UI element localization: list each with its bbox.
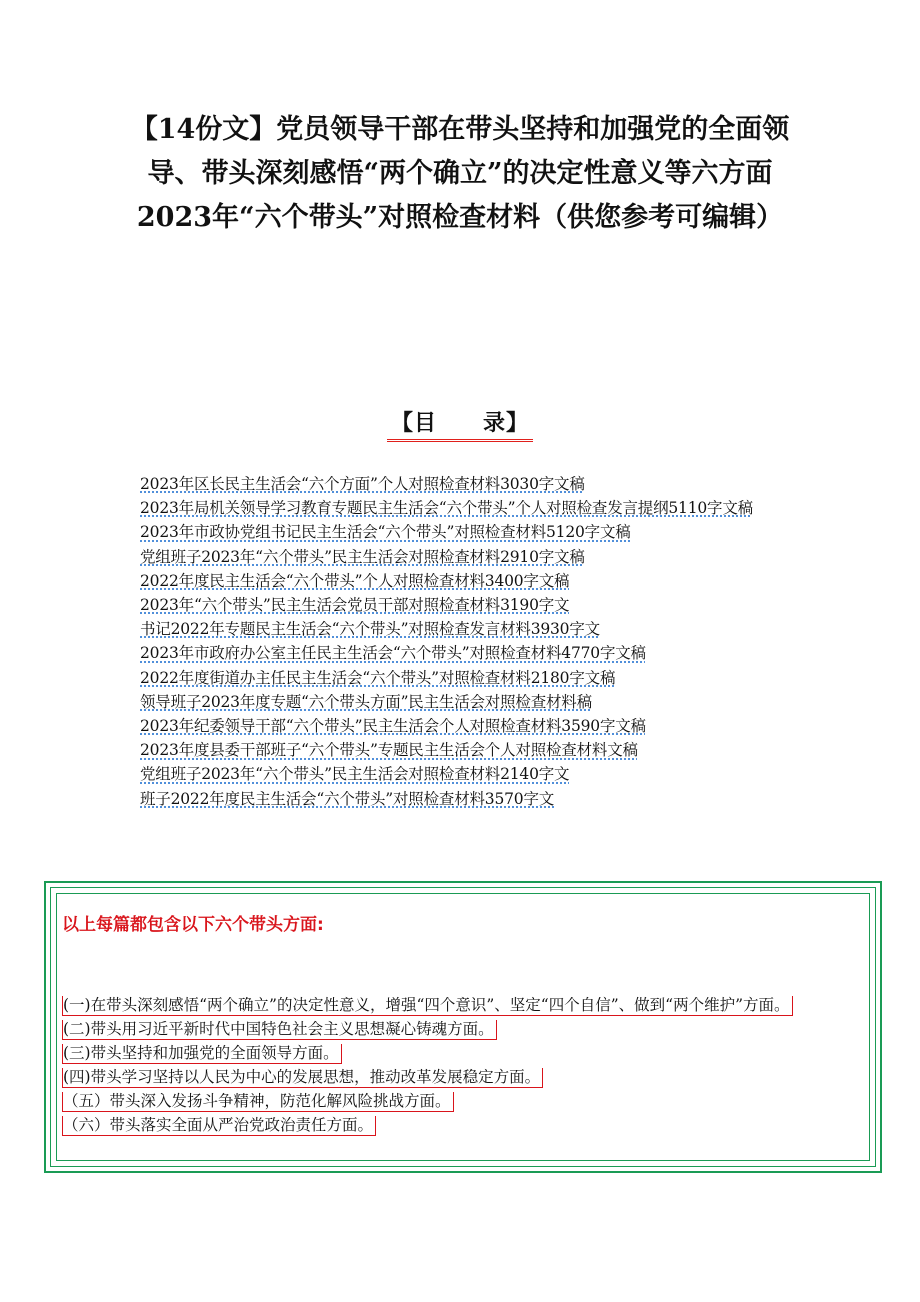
toc-link[interactable]: 2023年“六个带头”民主生活会党员干部对照检查材料3190字文	[140, 596, 570, 615]
aspect-item	[62, 1065, 870, 1089]
aspect-item	[62, 1017, 870, 1041]
toc-heading-wrapper	[0, 406, 920, 442]
toc-link[interactable]: 班子2022年度民主生活会“六个带头”对照检查材料3570字文	[140, 789, 555, 808]
toc-link[interactable]: 党组班子2023年“六个带头”民主生活会对照检查材料2140字文	[140, 765, 570, 784]
aspect-item	[62, 1113, 870, 1137]
box-heading: 以上每篇都包含以下六个带头方面:	[62, 915, 324, 935]
aspect-text: （五）带头深入发扬斗争精神，防范化解风险挑战方面。	[62, 1092, 454, 1112]
aspect-list	[62, 993, 870, 1137]
toc-link[interactable]: 2022年度民主生活会“六个带头”个人对照检查材料3400字文稿	[140, 571, 570, 590]
table-of-contents	[140, 472, 790, 811]
toc-link[interactable]: 2023年纪委领导干部“六个带头”民主生活会个人对照检查材料3590字文稿	[140, 717, 646, 736]
toc-link[interactable]: 党组班子2023年“六个带头”民主生活会对照检查材料2910字文稿	[140, 547, 585, 566]
toc-link[interactable]: 2023年度县委干部班子“六个带头”专题民主生活会个人对照检查材料文稿	[140, 741, 638, 760]
aspect-item	[62, 1041, 870, 1065]
aspect-text: (三)带头坚持和加强党的全面领导方面。	[62, 1044, 342, 1064]
aspect-text: (一)在带头深刻感悟“两个确立”的决定性意义，增强“四个意识”、坚定“四个自信”、做到“两个维护”方面。	[62, 996, 793, 1016]
aspect-item	[62, 993, 870, 1017]
toc-link[interactable]: 2023年区长民主生活会“六个方面”个人对照检查材料3030字文稿	[140, 475, 585, 493]
toc-link[interactable]: 2023年局机关领导学习教育专题民主生活会“六个带头”个人对照检查发言提纲5110字文稿	[140, 499, 753, 518]
document-title: 【14份文】党员领导干部在带头坚持和加强党的全面领导、带头深刻感悟“两个确立”的决定性意义等六方面2023年“六个带头”对照检查材料（供您参考可编辑）	[130, 114, 790, 233]
aspect-text: （六）带头落实全面从严治党政治责任方面。	[62, 1116, 376, 1136]
toc-link[interactable]: 书记2022年专题民主生活会“六个带头”对照检查发言材料3930字文	[140, 620, 600, 639]
aspect-text: (二)带头用习近平新时代中国特色社会主义思想凝心铸魂方面。	[62, 1020, 497, 1040]
toc-heading: 【目 录】	[387, 406, 533, 442]
toc-link[interactable]: 2022年度街道办主任民主生活会“六个带头”对照检查材料2180字文稿	[140, 668, 616, 687]
toc-link[interactable]: 领导班子2023年度专题“六个带头方面”民主生活会对照检查材料稿	[140, 692, 592, 711]
aspect-text: (四)带头学习坚持以人民为中心的发展思想，推动改革发展稳定方面。	[62, 1068, 543, 1088]
toc-link[interactable]: 2023年市政府办公室主任民主生活会“六个带头”对照检查材料4770字文稿	[140, 644, 646, 663]
toc-link[interactable]: 2023年市政协党组书记民主生活会“六个带头”对照检查材料5120字文稿	[140, 523, 631, 542]
aspect-item	[62, 1089, 870, 1113]
